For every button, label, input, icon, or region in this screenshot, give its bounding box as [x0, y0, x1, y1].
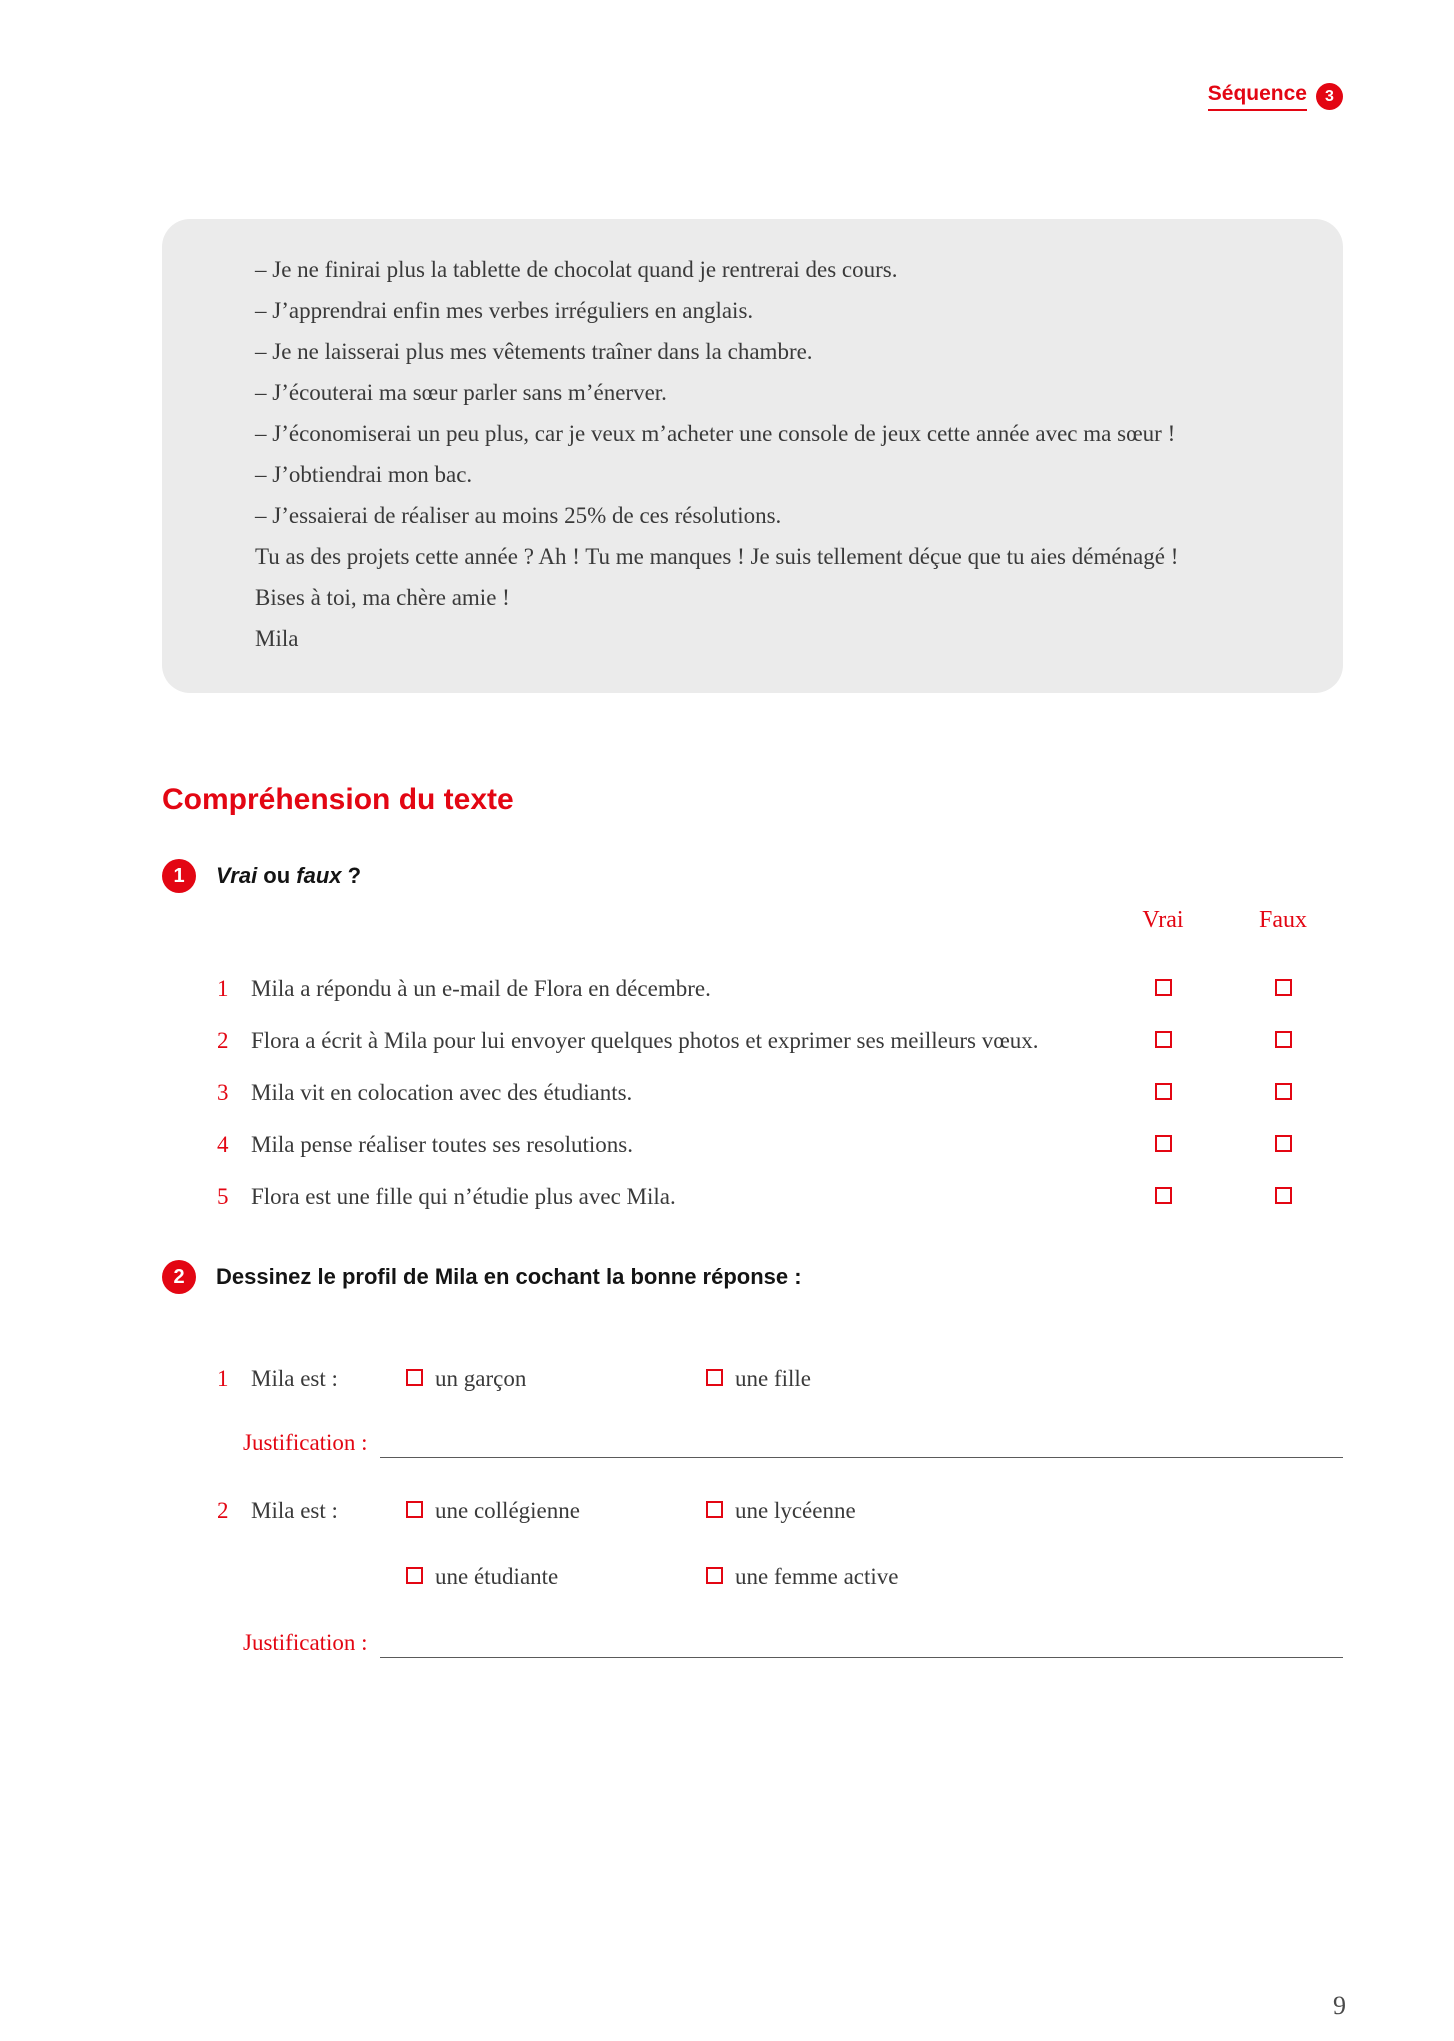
letter-excerpt-box — [162, 219, 1343, 693]
justification-2 — [243, 1628, 1343, 1658]
true-false-table — [217, 907, 1343, 1212]
prompt-word-faux: faux — [296, 863, 342, 888]
options-group — [406, 1496, 898, 1592]
option-label: une collégienne — [435, 1498, 580, 1523]
checkbox-vrai[interactable] — [1155, 1187, 1172, 1204]
question-number: 2 — [217, 1028, 229, 1053]
checkbox-faux[interactable] — [1275, 1135, 1292, 1152]
letter-line: – J’économiserai un peu plus, car je veux m’acheter une console de jeux cette année avec ma sœur ! — [255, 421, 1176, 446]
option-une-femme-active[interactable] — [706, 1562, 898, 1592]
letter-line: – J’apprendrai enfin mes verbes irréguliers en anglais. — [255, 298, 754, 323]
exercise-number-badge: 1 — [162, 859, 196, 893]
letter-line: – J’obtiendrai mon bac. — [255, 462, 473, 487]
faux-cell — [1223, 1182, 1343, 1204]
exercise-1-prompt — [216, 863, 361, 889]
question-text: Flora est une fille qui n’étudie plus avec Mila. — [251, 1184, 676, 1209]
question-text: Mila pense réaliser toutes ses resolutions. — [251, 1132, 633, 1157]
exercise-2-header — [162, 1260, 1343, 1294]
prompt-word-ou: ou — [257, 863, 297, 888]
checkbox-icon[interactable] — [706, 1501, 723, 1518]
option-label: une femme active — [735, 1564, 899, 1589]
option-une-fille[interactable] — [706, 1364, 811, 1394]
sequence-header — [1208, 82, 1343, 111]
checkbox-icon[interactable] — [706, 1567, 723, 1584]
vrai-cell — [1103, 974, 1223, 996]
exercise-number-badge: 2 — [162, 1260, 196, 1294]
page-number: 9 — [1333, 1991, 1346, 2020]
exercise-1 — [162, 859, 1343, 1212]
option-un-garcon[interactable] — [406, 1364, 706, 1394]
justification-label: Justification : — [243, 1630, 368, 1655]
letter-line: – J’essaierai de réaliser au moins 25% de ces résolutions. — [255, 503, 782, 528]
option-une-collegienne[interactable] — [406, 1496, 706, 1526]
options-group — [406, 1364, 811, 1394]
exercise-2 — [162, 1260, 1343, 1658]
option-une-lyceenne[interactable] — [706, 1496, 898, 1526]
letter-signature: Mila — [255, 626, 299, 651]
sequence-label: Séquence — [1208, 82, 1307, 111]
checkbox-faux[interactable] — [1275, 979, 1292, 996]
checkbox-icon[interactable] — [706, 1369, 723, 1386]
vrai-cell — [1103, 1182, 1223, 1204]
letter-line: Bises à toi, ma chère amie ! — [255, 585, 510, 610]
section-title: Compréhension du texte — [162, 783, 514, 816]
faux-cell — [1223, 1078, 1343, 1100]
item-label: Mila est : — [251, 1498, 338, 1523]
checkbox-faux[interactable] — [1275, 1031, 1292, 1048]
prompt-word-vrai: Vrai — [216, 863, 258, 888]
letter-line: – J’écouterai ma sœur parler sans m’énerver. — [255, 380, 667, 405]
column-header-faux: Faux — [1259, 907, 1307, 933]
checkbox-icon[interactable] — [406, 1369, 423, 1386]
option-label: une lycéenne — [735, 1498, 856, 1523]
checkbox-vrai[interactable] — [1155, 979, 1172, 996]
question-number: 1 — [217, 976, 229, 1001]
question-text: Flora a écrit à Mila pour lui envoyer quelques photos et exprimer ses meilleurs vœux. — [251, 1028, 1039, 1053]
vrai-cell — [1103, 1026, 1223, 1048]
letter-line: Tu as des projets cette année ? Ah ! Tu me manques ! Je suis tellement déçue que tu aies déménagé ! — [255, 544, 1179, 569]
letter-line: – Je ne laisserai plus mes vêtements traîner dans la chambre. — [255, 339, 813, 364]
item-label: Mila est : — [251, 1366, 338, 1391]
justification-answer-line[interactable] — [380, 1632, 1343, 1658]
checkbox-vrai[interactable] — [1155, 1031, 1172, 1048]
item-number: 2 — [217, 1498, 229, 1523]
checkbox-icon[interactable] — [406, 1567, 423, 1584]
letter-line: – Je ne finirai plus la tablette de chocolat quand je rentrerai des cours. — [255, 257, 898, 282]
faux-cell — [1223, 974, 1343, 996]
question-text: Mila a répondu à un e-mail de Flora en décembre. — [251, 976, 711, 1001]
justification-label: Justification : — [243, 1430, 368, 1455]
justification-answer-line[interactable] — [380, 1432, 1343, 1458]
vrai-cell — [1103, 1130, 1223, 1152]
question-number: 3 — [217, 1080, 229, 1105]
question-number: 5 — [217, 1184, 229, 1209]
option-label: un garçon — [435, 1366, 527, 1391]
exercise-2-prompt: Dessinez le profil de Mila en cochant la bonne réponse : — [216, 1264, 802, 1289]
checkbox-faux[interactable] — [1275, 1187, 1292, 1204]
item-number: 1 — [217, 1366, 229, 1391]
option-une-etudiante[interactable] — [406, 1562, 706, 1592]
question-number: 4 — [217, 1132, 229, 1157]
option-label: une fille — [735, 1366, 811, 1391]
checkbox-icon[interactable] — [406, 1501, 423, 1518]
vrai-cell — [1103, 1078, 1223, 1100]
checkbox-vrai[interactable] — [1155, 1083, 1172, 1100]
question-text: Mila vit en colocation avec des étudiants. — [251, 1080, 633, 1105]
column-header-vrai: Vrai — [1142, 907, 1184, 933]
faux-cell — [1223, 1026, 1343, 1048]
checkbox-faux[interactable] — [1275, 1083, 1292, 1100]
faux-cell — [1223, 1130, 1343, 1152]
exercise-1-header — [162, 859, 1343, 893]
sequence-number-badge: 3 — [1316, 83, 1343, 110]
prompt-question-mark: ? — [341, 863, 362, 888]
justification-1 — [243, 1428, 1343, 1458]
profile-question-2 — [217, 1496, 1343, 1592]
checkbox-vrai[interactable] — [1155, 1135, 1172, 1152]
option-label: une étudiante — [435, 1564, 559, 1589]
profile-question-1 — [217, 1364, 1343, 1394]
